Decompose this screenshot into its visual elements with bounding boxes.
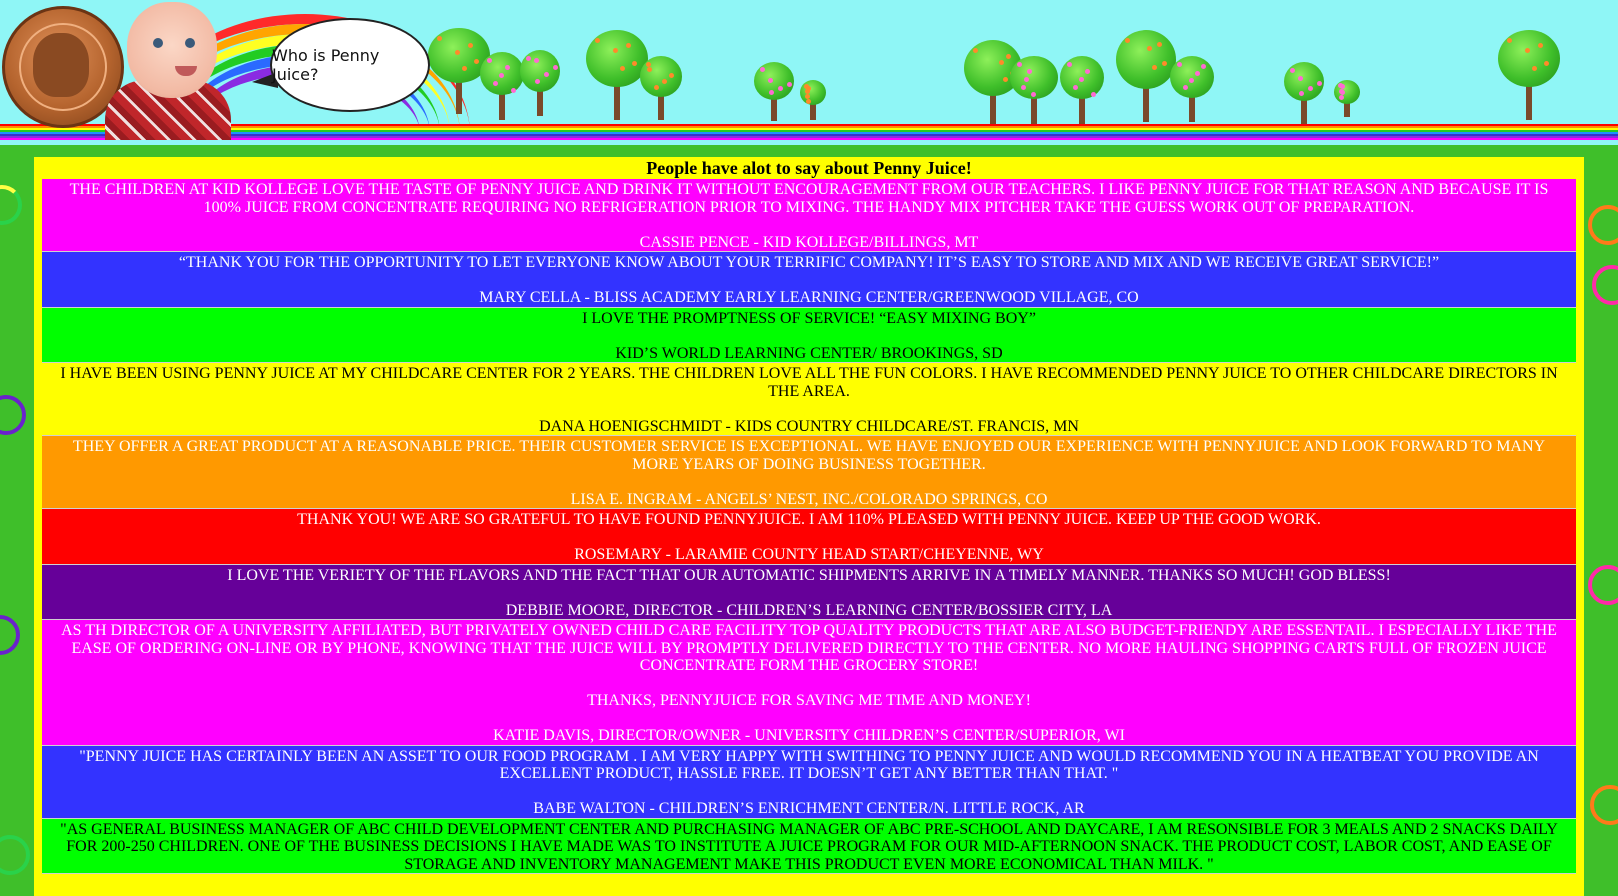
fruit-dot bbox=[1031, 92, 1036, 97]
fruit-dot bbox=[553, 65, 558, 70]
fruit-dot bbox=[806, 99, 811, 104]
fruit-dot bbox=[669, 73, 674, 78]
baby-mouth bbox=[175, 66, 197, 76]
page-title: People have alot to say about Penny Juice! bbox=[646, 158, 972, 178]
line-spacer bbox=[52, 584, 1566, 602]
testimonial-author: DEBBIE MOORE, DIRECTOR - CHILDREN’S LEARNING CENTER/BOSSIER CITY, LA bbox=[505, 601, 1113, 619]
fruit-dot bbox=[1091, 92, 1096, 97]
line-spacer bbox=[52, 710, 1566, 728]
line-spacer bbox=[52, 216, 1566, 234]
testimonial-text: THANK YOU! WE ARE SO GRATEFUL TO HAVE FOUND PENNYJUICE. I AM 110% PLEASED WITH PENNY JUICE. KEEP UP THE GOOD WORK. bbox=[297, 511, 1321, 528]
fruit-dot bbox=[1177, 62, 1182, 67]
fruit-dot bbox=[468, 43, 473, 48]
fruit-dot bbox=[806, 86, 811, 91]
fruit-dot bbox=[544, 72, 549, 77]
swirl-decoration bbox=[1588, 205, 1618, 245]
testimonials-panel bbox=[34, 157, 1584, 896]
who-is-penny-juice-link[interactable] bbox=[270, 18, 430, 112]
swirl-decoration bbox=[1592, 265, 1618, 305]
testimonial-author: BABE WALTON - CHILDREN’S ENRICHMENT CENTER/N. LITTLE ROCK, AR bbox=[533, 800, 1085, 817]
line-spacer bbox=[52, 675, 1566, 693]
testimonial-author: DANA HOENIGSCHMIDT - KIDS COUNTRY CHILDCARE/ST. FRANCIS, MN bbox=[539, 417, 1079, 435]
speech-bubble-text: Who is Penny Juice? bbox=[272, 46, 380, 84]
line-spacer bbox=[52, 529, 1566, 547]
baby-eye bbox=[153, 38, 163, 48]
fruit-dot bbox=[1021, 85, 1026, 90]
baby-head bbox=[127, 2, 217, 98]
site-header bbox=[0, 0, 1618, 145]
testimonial-entry bbox=[42, 179, 1576, 252]
testimonial-author: MARY CELLA - BLISS ACADEMY EARLY LEARNING CENTER/GREENWOOD VILLAGE, CO bbox=[479, 289, 1139, 306]
testimonial-author: CASSIE PENCE - KID KOLLEGE/BILLINGS, MT bbox=[639, 233, 979, 251]
testimonial-text: AS TH DIRECTOR OF A UNIVERSITY AFFILIATED, BUT PRIVATELY OWNED CHILD CARE FACILITY TOP QUALITY PRODUCTS THAT ARE ALSO BUDGET-FRIENDY ARE ESSENTAIL. I ESPECIALLY LIKE THE EASE OF ORDERING ON-LINE OR BY PHONE, KNOWING THAT THE JUICE WILL BY PROMPTLY DELIVERED DIRECTLY TO THE CENTER. NO MORE HAULING SHOPPING CARTS FULL OF FROZEN JUICE CONCENTRATE FORM THE GROCERY STORE! bbox=[61, 622, 1557, 674]
testimonial-text: THEY OFFER A GREAT PRODUCT AT A REASONABLE PRICE. THEIR CUSTOMER SERVICE IS EXCEPTIONAL. WE HAVE ENJOYED OUR EXPERIENCE WITH PENNYJUICE AND LOOK FORWARD TO MANY MORE YEARS OF DOING BUSINESS TOGETHER. bbox=[72, 438, 1546, 473]
baby-eye bbox=[185, 38, 195, 48]
swirl-decoration bbox=[1588, 565, 1618, 605]
fruit-dot bbox=[511, 88, 516, 93]
fruit-dot bbox=[654, 85, 659, 90]
testimonial-text: "PENNY JUICE HAS CERTAINLY BEEN AN ASSET TO OUR FOOD PROGRAM . I AM VERY HAPPY WITH SWITHING TO PENNY JUICE AND WOULD RECOMMEND YOU IN A HEATBEAT YOU PROVIDE AN EXCELLENT PRODUCT, HASSLE FREE. IT DOESN’T GET ANY BETTER THAN THAT. " bbox=[79, 747, 1539, 782]
fruit-dot bbox=[534, 58, 539, 63]
line-spacer bbox=[52, 400, 1566, 418]
fruit-dot bbox=[462, 66, 467, 71]
fruit-dot bbox=[1532, 66, 1537, 71]
coin-portrait bbox=[33, 33, 89, 97]
testimonial-entry bbox=[42, 819, 1576, 875]
fruit-dot bbox=[620, 66, 625, 71]
fruit-dot bbox=[1189, 78, 1194, 83]
fruit-dot bbox=[1308, 86, 1313, 91]
testimonial-author: LISA E. INGRAM - ANGELS’ NEST, INC./COLORADO SPRINGS, CO bbox=[570, 490, 1048, 508]
swirl-decoration bbox=[1590, 785, 1618, 825]
fruit-dot bbox=[1003, 77, 1008, 82]
testimonial-entry bbox=[42, 363, 1576, 436]
fruit-dot bbox=[973, 48, 978, 53]
fruit-dot bbox=[1299, 91, 1304, 96]
line-spacer bbox=[52, 272, 1566, 290]
fruit-dot bbox=[1073, 85, 1078, 90]
testimonial-entry bbox=[42, 509, 1576, 565]
testimonial-text: I LOVE THE PROMPTNESS OF SERVICE! “EASY MIXING BOY” bbox=[582, 309, 1036, 327]
testimonial-text: "AS GENERAL BUSINESS MANAGER OF ABC CHILD DEVELOPMENT CENTER AND PURCHASING MANAGER OF ABC PRE-SCHOOL AND DAYCARE, I AM RESONSIBLE FOR 3 MEALS AND 2 SNACKS DAILY FOR 200-250 CHILDREN. ONE OF THE BUSINESS DECISIONS I HAVE MADE WAS TO INSTITUTE A JUICE PROGRAM FOR OUR MID-AFTERNOON SNACK. THE PRODUCT COST, LABOR COST, AND EASE OF STORAGE AND INVENTORY MANAGEMENT MAKE THIS PRODUCT EVEN MORE ECONOMICAL THAN MILK. " bbox=[60, 820, 1558, 873]
fruit-dot bbox=[805, 94, 810, 99]
swirl-decoration bbox=[0, 395, 26, 435]
testimonial-entry bbox=[42, 746, 1576, 819]
fruit-dot bbox=[1183, 85, 1188, 90]
baby-mascot-image bbox=[105, 0, 235, 140]
testimonial-author: ROSEMARY - LARAMIE COUNTY HEAD START/CHEYENNE, WY bbox=[574, 546, 1044, 563]
testimonial-text: THANKS, PENNYJUICE FOR SAVING ME TIME AND MONEY! bbox=[587, 692, 1031, 709]
swirl-decoration bbox=[0, 615, 20, 655]
testimonial-entry bbox=[42, 308, 1576, 364]
line-spacer bbox=[52, 327, 1566, 345]
testimonial-text: I HAVE BEEN USING PENNY JUICE AT MY CHILDCARE CENTER FOR 2 YEARS. THE CHILDREN LOVE ALL THE FUN COLORS. I HAVE RECOMMENDED PENNY JUICE TO OTHER CHILDCARE DIRECTORS IN THE AREA. bbox=[60, 365, 1558, 400]
testimonial-text: “THANK YOU FOR THE OPPORTUNITY TO LET EVERYONE KNOW ABOUT YOUR TERRIFIC COMPANY! IT’S EASY TO STORE AND MIX AND WE RECEIVE GREAT SERVICE!” bbox=[178, 254, 1440, 271]
testimonial-text: THE CHILDREN AT KID KOLLEGE LOVE THE TASTE OF PENNY JUICE AND DRINK IT WITHOUT ENCOURAGEMENT FROM OUR TEACHERS. I LIKE PENNY JUICE FOR THAT REASON AND BECAUSE IT IS 100% JUICE FROM CONCENTRATE REQUIRING NO REFRIGERATION PRIOR TO MIXING. THE HANDY MIX PITCHER TAKE THE GUESS WORK OUT OF PREPARATION. bbox=[69, 181, 1549, 216]
testimonial-entry bbox=[42, 252, 1576, 308]
left-decoration bbox=[0, 145, 34, 896]
fruit-dot bbox=[662, 79, 667, 84]
testimonial-entry bbox=[42, 620, 1576, 746]
line-spacer bbox=[52, 473, 1566, 491]
testimonial-text: I LOVE THE VERIETY OF THE FLAVORS AND THE FACT THAT OUR AUTOMATIC SHIPMENTS ARRIVE IN A TIMELY MANNER. THANKS SO MUCH! GOD BLESS! bbox=[227, 566, 1391, 584]
fruit-dot bbox=[1290, 68, 1295, 73]
testimonial-list bbox=[42, 179, 1576, 874]
rainbow-stripe bbox=[0, 124, 1618, 140]
line-spacer bbox=[52, 783, 1566, 801]
swirl-decoration bbox=[0, 835, 30, 875]
testimonial-entry bbox=[42, 436, 1576, 509]
testimonial-entry bbox=[42, 565, 1576, 621]
fruit-dot bbox=[535, 79, 540, 84]
fruit-dot bbox=[455, 50, 460, 55]
testimonial-author: KID’S WORLD LEARNING CENTER/ BROOKINGS, SD bbox=[615, 344, 1003, 362]
fruit-dot bbox=[999, 60, 1004, 65]
fruit-dot bbox=[1298, 76, 1303, 81]
testimonial-author: KATIE DAVIS, DIRECTOR/OWNER - UNIVERSITY CHILDREN’S CENTER/SUPERIOR, WI bbox=[493, 727, 1125, 744]
fruit-dot bbox=[1317, 81, 1322, 86]
swirl-decoration bbox=[0, 185, 22, 225]
fruit-dot bbox=[1067, 62, 1072, 67]
fruit-dot bbox=[526, 56, 531, 61]
fruit-dot bbox=[487, 58, 492, 63]
fruit-dot bbox=[493, 81, 498, 86]
right-decoration bbox=[1584, 145, 1618, 896]
